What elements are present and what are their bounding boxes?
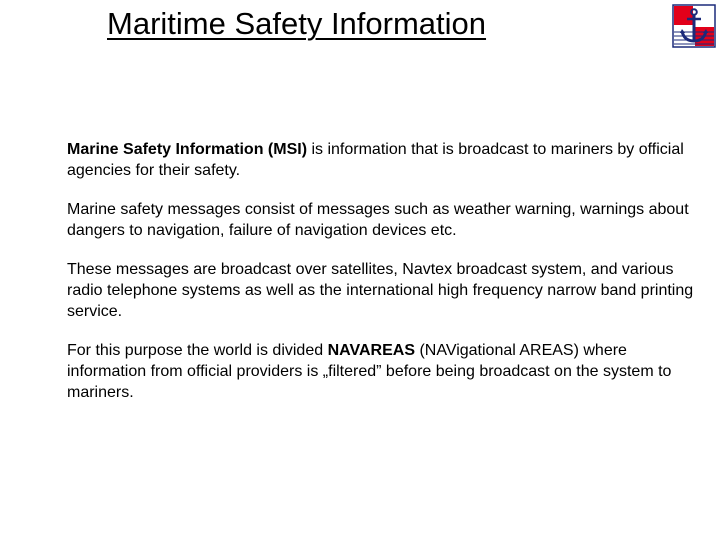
- msi-definition-text: is information that is broadcast to mariners by official agencies for their safety.: [67, 141, 684, 179]
- paragraph-navareas: [67, 340, 697, 403]
- slide-body: [67, 139, 697, 421]
- broadcast-channels-text: These messages are broadcast over satellites, Navtex broadcast system, and various radio telephone systems as well as the international high frequency narrow band printing service.: [67, 261, 694, 320]
- paragraph-broadcast-channels: [67, 259, 697, 322]
- paragraph-msi-definition: [67, 139, 697, 181]
- msi-term: Marine Safety Information (MSI): [67, 141, 308, 158]
- navareas-intro-text: For this purpose the world is divided: [67, 342, 328, 359]
- paragraph-message-types: [67, 199, 697, 241]
- slide-title: Maritime Safety Information: [107, 6, 487, 41]
- message-types-text: Marine safety messages consist of messages such as weather warning, warnings about dangers to navigation, failure of navigation devices etc.: [67, 201, 689, 239]
- navareas-description-text: (NAVigational AREAS) where information from official providers is „filtered” before being broadcast on the system to mariners.: [67, 342, 672, 401]
- navareas-term: NAVAREAS: [327, 342, 415, 359]
- anchor-flag-logo-icon: [672, 4, 716, 48]
